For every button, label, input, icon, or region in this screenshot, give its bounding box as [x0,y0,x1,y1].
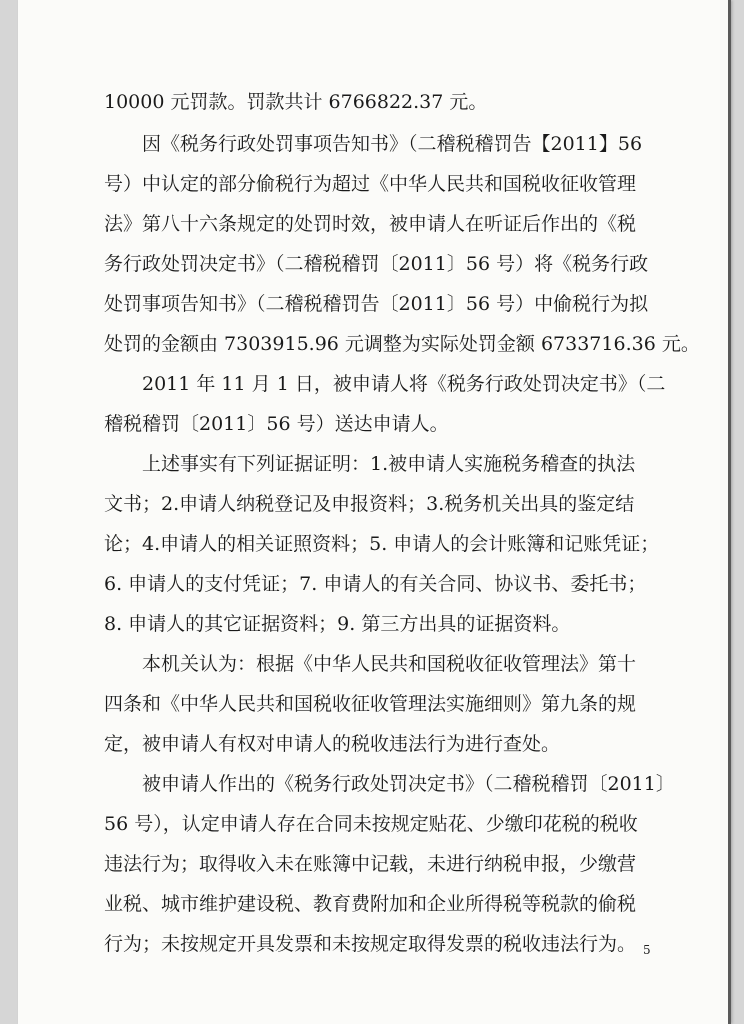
text-line-content: 2011 年 11 月 1 日，被申请人将《税务行政处罚决定书》（二 [142,373,666,395]
text-line-content: 法》第八十六条规定的处罚时效，被申请人在听证后作出的《税 [104,213,637,235]
page-edge [728,0,731,1024]
text-line-content: 处罚事项告知书》（二稽税稽罚告〔2011〕56 号）中偷税行为拟 [104,293,649,315]
text-line-content: 6. 申请人的支付凭证；7. 申请人的有关合同、协议书、委托书； [104,573,647,595]
text-line-content: 10000 元罚款。罚款共计 6766822.37 元。 [104,91,488,113]
text-line-content: 四条和《中华人民共和国税收征收管理法实施细则》第九条的规 [104,693,637,715]
text-line-content: 上述事实有下列证据证明：1.被申请人实施税务稽查的执法 [142,453,636,475]
text-line-content: 文书；2.申请人纳税登记及申报资料；3.税务机关出具的鉴定结 [104,493,635,515]
text-line-content: 论；4.申请人的相关证照资料；5. 申请人的会计账簿和记账凭证； [104,533,660,555]
text-line-content: 56 号），认定申请人存在合同未按规定贴花、少缴印花税的税收 [104,813,638,835]
text-line-content: 务行政处罚决定书》（二稽税稽罚〔2011〕56 号）将《税务行政 [104,253,649,275]
text-line-content: 业税、城市维护建设税、教育费附加和企业所得税等税款的偷税 [104,893,637,915]
text-line-content: 本机关认为：根据《中华人民共和国税收征收管理法》第十 [142,653,637,675]
text-line-content: 处罚的金额由 7303915.96 元调整为实际处罚金额 6733716.36 元。 [104,333,700,355]
page-number: 5 [643,943,651,957]
text-line-content: 行为；未按规定开具发票和未按规定取得发票的税收违法行为。 [104,933,637,955]
text-line-content: 因《税务行政处罚事项告知书》（二稽税稽罚告【2011】56 [142,133,643,155]
text-line-content: 8. 申请人的其它证据资料；9. 第三方出具的证据资料。 [104,613,571,635]
text-line-content: 定，被申请人有权对申请人的税收违法行为进行查处。 [104,733,561,755]
text-line-content: 稽税稽罚〔2011〕56 号）送达申请人。 [104,413,449,435]
text-line-content: 号）中认定的部分偷税行为超过《中华人民共和国税收征收管理 [104,173,637,195]
text-line-content: 被申请人作出的《税务行政处罚决定书》（二稽税稽罚〔2011〕 [142,773,675,795]
text-line-content: 违法行为；取得收入未在账簿中记载，未进行纳税申报，少缴营 [104,853,637,875]
